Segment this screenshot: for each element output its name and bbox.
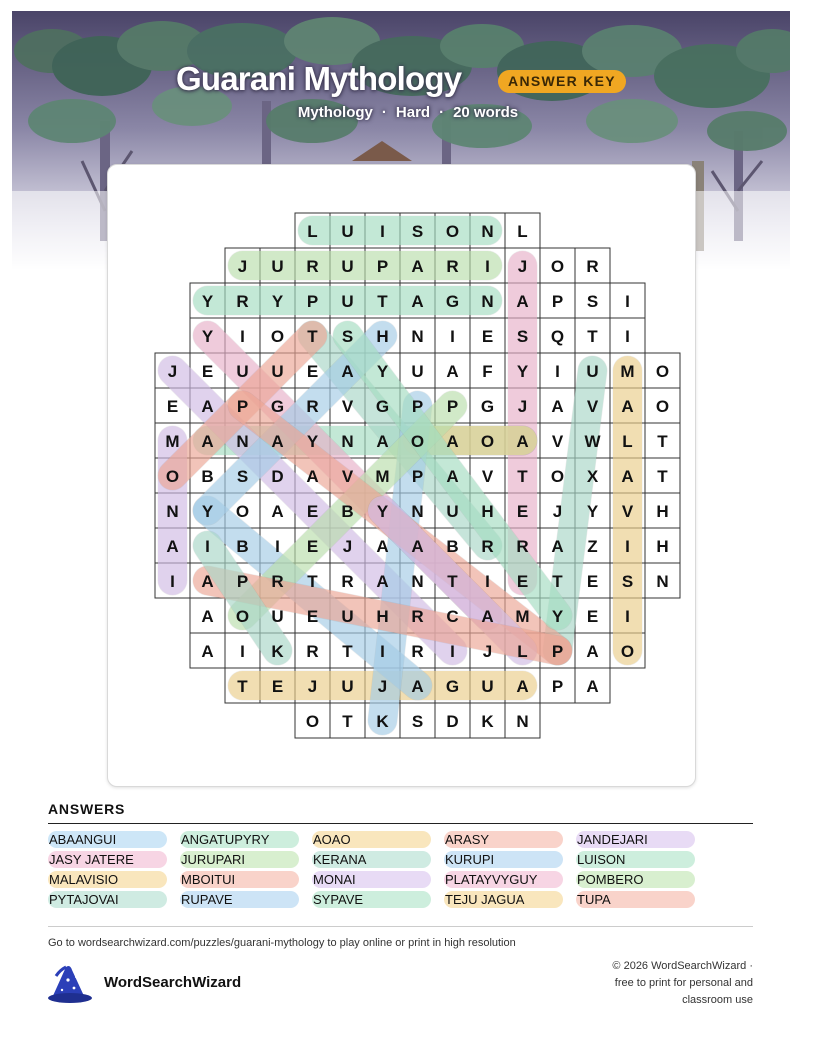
- grid-letter: E: [271, 677, 284, 696]
- answer-word: MALAVISIO: [48, 871, 167, 888]
- grid-letter: F: [482, 362, 493, 381]
- grid-letter: G: [445, 677, 460, 696]
- grid-letter: T: [517, 467, 528, 486]
- grid-letter: I: [240, 642, 245, 661]
- answer-word: POMBERO: [576, 871, 695, 888]
- grid-letter: Y: [201, 502, 214, 521]
- grid-letter: D: [446, 712, 459, 731]
- grid-letter: I: [485, 572, 490, 591]
- grid-letter: V: [341, 467, 354, 486]
- grid-letter: J: [517, 257, 528, 276]
- grid-letter: A: [341, 362, 354, 381]
- grid-letter: I: [450, 327, 455, 346]
- grid-letter: A: [516, 292, 529, 311]
- grid-letter: R: [306, 397, 319, 416]
- grid-letter: M: [375, 467, 390, 486]
- grid-letter: O: [235, 502, 250, 521]
- grid-letter: M: [515, 607, 530, 626]
- grid-letter: W: [584, 432, 601, 451]
- grid-letter: J: [167, 362, 178, 381]
- grid-letter: R: [306, 257, 319, 276]
- grid-letter: Y: [306, 432, 319, 451]
- grid-letter: A: [376, 537, 389, 556]
- grid-letter: P: [446, 397, 459, 416]
- grid-letter: S: [516, 327, 529, 346]
- grid-letter: N: [411, 502, 424, 521]
- answer-word: MONAI: [312, 871, 431, 888]
- grid-letter: Y: [271, 292, 284, 311]
- grid-letter: I: [240, 327, 245, 346]
- grid-letter: R: [411, 607, 424, 626]
- grid-letter: A: [621, 397, 634, 416]
- grid-letter: N: [656, 572, 669, 591]
- grid-letter: B: [341, 502, 354, 521]
- grid-letter: I: [625, 607, 630, 626]
- grid-letter: U: [271, 607, 284, 626]
- grid-letter: R: [271, 572, 284, 591]
- grid-letter: Y: [376, 502, 389, 521]
- grid-letter: O: [550, 467, 565, 486]
- grid-letter: O: [620, 642, 635, 661]
- grid-letter: H: [481, 502, 494, 521]
- grid-letter: P: [411, 467, 424, 486]
- grid-letter: T: [552, 572, 563, 591]
- grid-letter: P: [236, 572, 249, 591]
- grid-letter: P: [411, 397, 424, 416]
- meta-separator: ·: [381, 104, 387, 121]
- footer-divider: [48, 926, 753, 927]
- grid-letters: [165, 222, 669, 731]
- grid-letter: K: [271, 642, 284, 661]
- answer-word: SYPAVE: [312, 891, 431, 908]
- grid-letter: U: [341, 292, 354, 311]
- grid-letter: A: [446, 467, 459, 486]
- grid-letter: T: [342, 712, 353, 731]
- grid-letter: O: [235, 607, 250, 626]
- grid-letter: A: [481, 607, 494, 626]
- grid-letter: I: [205, 537, 210, 556]
- grid-letter: T: [657, 432, 668, 451]
- grid-letter: M: [165, 432, 180, 451]
- grid-letter: U: [236, 362, 249, 381]
- grid-letter: N: [166, 502, 179, 521]
- answer-word: ANGATUPYRY: [180, 831, 299, 848]
- grid-letter: E: [166, 397, 179, 416]
- grid-letter: N: [481, 222, 494, 241]
- grid-letter: Y: [201, 327, 214, 346]
- puzzle-url-text[interactable]: Go to wordsearchwizard.com/puzzles/guarani-mythology to play online or print in high resolution: [48, 937, 516, 949]
- grid-letter: Y: [516, 362, 529, 381]
- grid-letter: P: [376, 257, 389, 276]
- grid-letter: I: [625, 537, 630, 556]
- grid-letter: T: [657, 467, 668, 486]
- answer-word: ARASY: [444, 831, 563, 848]
- grid-letter: U: [341, 677, 354, 696]
- answer-word: PYTAJOVAI: [48, 891, 167, 908]
- grid-letter: R: [306, 642, 319, 661]
- grid-letter: A: [516, 432, 529, 451]
- grid-letter: B: [446, 537, 459, 556]
- grid-letter: H: [376, 327, 389, 346]
- grid-letter: J: [377, 677, 388, 696]
- grid-letter: P: [306, 292, 319, 311]
- grid-letter: A: [271, 432, 284, 451]
- grid-letter: R: [236, 292, 249, 311]
- grid-letter: O: [445, 222, 460, 241]
- meta-difficulty: Hard: [395, 104, 431, 121]
- grid-letter: P: [551, 642, 564, 661]
- grid-letter: A: [586, 677, 599, 696]
- grid-letter: T: [307, 327, 318, 346]
- grid-letter: N: [411, 327, 424, 346]
- grid-letter: K: [376, 712, 389, 731]
- grid-letter: R: [481, 537, 494, 556]
- grid-letter: Q: [550, 327, 565, 346]
- grid-letter: E: [306, 502, 319, 521]
- wizard-hat-icon: [46, 964, 94, 1004]
- meta-separator: ·: [439, 104, 445, 121]
- grid-letter: U: [446, 502, 459, 521]
- grid-letter: O: [480, 432, 495, 451]
- grid-letter: E: [516, 572, 529, 591]
- grid-letter: Y: [201, 292, 214, 311]
- grid-letter: A: [376, 572, 389, 591]
- grid-letter: V: [621, 502, 634, 521]
- grid-letter: E: [481, 327, 494, 346]
- grid-letter: N: [236, 432, 249, 451]
- grid-letter: U: [341, 607, 354, 626]
- grid-letter: H: [376, 607, 389, 626]
- grid-letter: U: [586, 362, 599, 381]
- grid-letter: I: [380, 642, 385, 661]
- grid-letter: E: [306, 537, 319, 556]
- grid-letter: M: [620, 362, 635, 381]
- grid-letter: A: [201, 397, 214, 416]
- grid-letter: L: [622, 432, 633, 451]
- grid-letter: T: [307, 572, 318, 591]
- grid-letter: L: [517, 642, 528, 661]
- grid-letter: U: [481, 677, 494, 696]
- grid-letter: S: [411, 222, 424, 241]
- grid-letter: T: [447, 572, 458, 591]
- grid-letter: S: [621, 572, 634, 591]
- grid-letter: O: [655, 362, 670, 381]
- grid-letter: Z: [587, 537, 598, 556]
- grid-letter: J: [482, 642, 493, 661]
- grid-letter: U: [271, 362, 284, 381]
- answer-word: KURUPI: [444, 851, 563, 868]
- meta-category: Mythology: [297, 104, 373, 121]
- grid-letter: A: [271, 502, 284, 521]
- grid-letter: V: [341, 397, 354, 416]
- grid-letter: B: [236, 537, 249, 556]
- grid-letter: R: [341, 572, 354, 591]
- copyright-text: [573, 958, 753, 1009]
- grid-letter: Y: [551, 607, 564, 626]
- grid-letter: O: [270, 327, 285, 346]
- grid-letter: T: [237, 677, 248, 696]
- grid-letter: I: [555, 362, 560, 381]
- answer-word: ABAANGUI: [48, 831, 167, 848]
- answer-word: TEJU JAGUA: [444, 891, 563, 908]
- grid-letter: A: [201, 432, 214, 451]
- grid-letter: A: [446, 362, 459, 381]
- grid-letter: A: [516, 677, 529, 696]
- grid-letter: O: [165, 467, 180, 486]
- grid-letter: P: [551, 677, 564, 696]
- grid-letter: U: [411, 362, 424, 381]
- grid-letter: Y: [376, 362, 389, 381]
- grid-letter: J: [342, 537, 353, 556]
- grid-letter: A: [586, 642, 599, 661]
- grid-letter: R: [411, 642, 424, 661]
- grid-letter: S: [341, 327, 354, 346]
- grid-letter: E: [586, 607, 599, 626]
- grid-letter: A: [201, 607, 214, 626]
- grid-letter: A: [376, 432, 389, 451]
- grid-letter: X: [586, 467, 599, 486]
- answer-word: MBOITUI: [180, 871, 299, 888]
- grid-letter: B: [201, 467, 214, 486]
- grid-letter: A: [551, 537, 564, 556]
- grid-letter: A: [306, 467, 319, 486]
- grid-letter: I: [450, 642, 455, 661]
- grid-letter: O: [410, 432, 425, 451]
- copyright-line: classroom use: [682, 994, 753, 1006]
- answer-word: JANDEJARI: [576, 831, 695, 848]
- grid-letter: L: [307, 222, 318, 241]
- answer-word: PLATAYVYGUY: [444, 871, 563, 888]
- answer-key-badge: ANSWER KEY: [498, 70, 626, 93]
- grid-letter: G: [375, 397, 390, 416]
- grid-letter: T: [587, 327, 598, 346]
- grid-letter: S: [236, 467, 249, 486]
- answer-word: TUPA: [576, 891, 695, 908]
- grid-letter: I: [380, 222, 385, 241]
- grid-letter: J: [552, 502, 563, 521]
- grid-letter: E: [201, 362, 214, 381]
- copyright-line: free to print for personal and: [614, 977, 753, 989]
- brand-name[interactable]: WordSearchWizard: [104, 974, 242, 991]
- grid-letter: A: [621, 467, 634, 486]
- grid-letter: A: [201, 572, 214, 591]
- grid-letter: H: [656, 537, 669, 556]
- grid-letter: N: [481, 292, 494, 311]
- grid-letter: A: [411, 292, 424, 311]
- grid-letter: S: [411, 712, 424, 731]
- grid-letter: Y: [586, 502, 599, 521]
- grid-letter: U: [271, 257, 284, 276]
- grid-letter: G: [445, 292, 460, 311]
- puzzle-meta: [0, 104, 816, 121]
- grid-letter: G: [270, 397, 285, 416]
- word-search-grid[interactable]: [155, 213, 670, 738]
- grid-letter: J: [237, 257, 248, 276]
- answer-word: AOAO: [312, 831, 431, 848]
- grid-letter: A: [411, 677, 424, 696]
- answer-word: JASY JATERE: [48, 851, 167, 868]
- grid-letter: T: [377, 292, 388, 311]
- answer-word: LUISON: [576, 851, 695, 868]
- grid-letter: E: [306, 362, 319, 381]
- grid-letter: I: [625, 327, 630, 346]
- grid-letter: E: [306, 607, 319, 626]
- grid-letter: R: [516, 537, 529, 556]
- grid-letter: S: [586, 292, 599, 311]
- grid-letter: H: [656, 502, 669, 521]
- grid-letter: P: [236, 397, 249, 416]
- grid-letter: N: [341, 432, 354, 451]
- grid-letter: G: [480, 397, 495, 416]
- answer-word: RUPAVE: [180, 891, 299, 908]
- grid-letter: U: [341, 257, 354, 276]
- grid-letter: L: [517, 222, 528, 241]
- grid-letter: A: [411, 537, 424, 556]
- grid-letter: O: [550, 257, 565, 276]
- grid-letter: V: [481, 467, 494, 486]
- grid-letter: I: [275, 537, 280, 556]
- grid-letter: V: [551, 432, 564, 451]
- grid-letter: J: [307, 677, 318, 696]
- grid-letter: E: [516, 502, 529, 521]
- grid-letter: A: [166, 537, 179, 556]
- grid-letter: K: [481, 712, 494, 731]
- meta-word-count: 20 words: [453, 104, 519, 121]
- grid-letter: A: [551, 397, 564, 416]
- grid-letter: O: [305, 712, 320, 731]
- grid-letter: A: [201, 642, 214, 661]
- grid-letter: I: [625, 292, 630, 311]
- answers-divider: [48, 823, 753, 824]
- grid-letter: A: [411, 257, 424, 276]
- grid-letter: V: [586, 397, 599, 416]
- grid-letter: T: [342, 642, 353, 661]
- page-title: Guarani Mythology: [176, 60, 462, 97]
- grid-letter: D: [271, 467, 284, 486]
- grid-letter: I: [485, 257, 490, 276]
- grid-letter: P: [551, 292, 564, 311]
- grid-letter: I: [170, 572, 175, 591]
- grid-letter: R: [446, 257, 459, 276]
- answer-word: KERANA: [312, 851, 431, 868]
- grid-letter: R: [586, 257, 599, 276]
- answers-heading: ANSWERS: [48, 801, 126, 817]
- grid-letter: C: [446, 607, 459, 626]
- grid-letter: E: [586, 572, 599, 591]
- grid-letter: J: [517, 397, 528, 416]
- grid-letter: U: [341, 222, 354, 241]
- grid-letter: N: [411, 572, 424, 591]
- grid-letter: A: [446, 432, 459, 451]
- grid-letter: N: [516, 712, 529, 731]
- answer-word: JURUPARI: [180, 851, 299, 868]
- copyright-line: © 2026 WordSearchWizard ·: [612, 960, 753, 972]
- grid-letter: O: [655, 397, 670, 416]
